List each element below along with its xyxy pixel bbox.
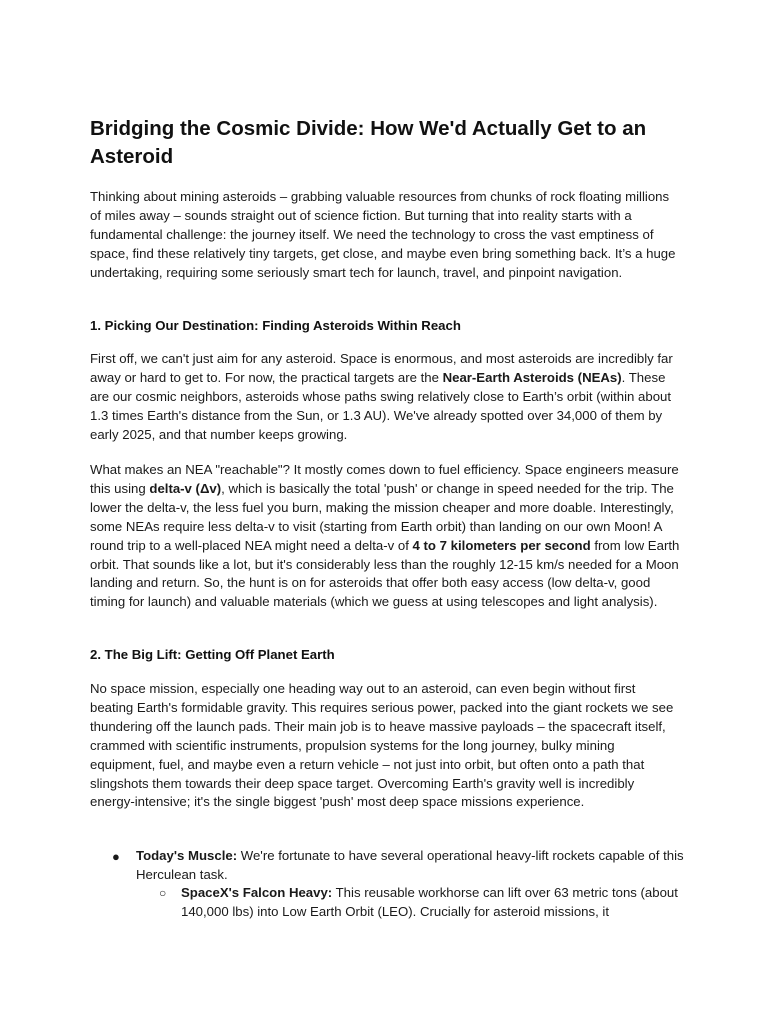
bullet-marker: ●	[112, 849, 120, 864]
intro-paragraph: Thinking about mining asteroids – grabbing valuable resources from chunks of rock floating millions of miles away – sounds straight out of science fiction. But turning that into reality starts with a fundamental challenge: the journey itself. We need the technology to cross the vast emptiness of space, find these relatively tiny targets, get close, and maybe even bring something back. It’s a huge undertaking, requiring some seriously smart tech for launch, travel, and pinpoint navigation.	[90, 189, 676, 280]
bold-term-neas: Near-Earth Asteroids (NEAs)	[442, 369, 622, 385]
subbullet-label: SpaceX's Falcon Heavy:	[181, 885, 333, 900]
bold-term-delta-v-range: 4 to 7 kilometers per second	[412, 537, 591, 553]
text-run: What makes an NEA "reachable"? It mostly comes down to fuel efficiency. Space engineers measure this using	[90, 462, 679, 496]
section-1-paragraph-1	[90, 350, 680, 445]
bold-term-delta-v: delta-v (Δv)	[149, 480, 222, 496]
section-1-paragraph-2	[90, 461, 680, 612]
subbullet-marker: ○	[159, 886, 167, 900]
text-run: First off, we can't just aim for any asteroid. Space is enormous, and most asteroids are incredibly far away or hard to get to. For now, the practical targets are the	[90, 351, 673, 385]
document-title: Bridging the Cosmic Divide: How We'd Actually Get to an Asteroid	[90, 117, 647, 168]
section-2-heading: 2. The Big Lift: Getting Off Planet Earth	[90, 647, 335, 662]
section-1-heading: 1. Picking Our Destination: Finding Asteroids Within Reach	[90, 318, 461, 333]
text-run: , which is basically the total 'push' or change in speed needed for the trip. The lower the delta-v, the less fuel you burn, making the mission cheaper and more doable. Interestingly, some NEAs require less delta-v to visit (starting from Earth orbit) than landing on our own Moon! A round trip to a well-placed NEA might need a delta-v of	[90, 480, 674, 553]
text-run: from low Earth orbit. That sounds like a lot, but it's considerably less than the roughly 12-15 km/s needed for a Moon landing and return. So, the hunt is on for asteroids that offer both easy access (low delta-v, good timing for launch) and valuable materials (which we guess at using telescopes and light analysis).	[90, 537, 680, 610]
subbullet-text: This reusable workhorse can lift over 63 metric tons (about 140,000 lbs) into Low Earth Orbit (LEO). Crucially for asteroid missions, it	[181, 885, 678, 919]
bullet-label: Today's Muscle:	[136, 848, 238, 863]
bullet-text: We're fortunate to have several operational heavy-lift rockets capable of this Herculean task.	[136, 848, 684, 882]
section-2-paragraph-1: No space mission, especially one heading way out to an asteroid, can even begin without first beating Earth's formidable gravity. This requires serious power, packed into the giant rockets we see thundering off the launch pads. Their main job is to heave massive payloads – the spacecraft itself, crammed with scientific instruments, propulsion systems for the long journey, bulky mining equipment, fuel, and maybe even a return vehicle – not just into orbit, but often onto a path that slingshots them towards their deep space target. Overcoming Earth's gravity well is incredibly energy-intensive; it's the single biggest 'push' most deep space missions experience.	[90, 681, 674, 810]
text-run: . These are our cosmic neighbors, asteroids whose paths swing relatively close to Earth’s orbit (within about 1.3 times Earth's distance from the Sun, or 1.3 AU). We've already spotted over 34,000 of them by early 2025, and that number keeps growing.	[90, 369, 672, 442]
subbullet-falcon-heavy	[181, 884, 685, 922]
bullet-todays-muscle	[136, 847, 684, 885]
